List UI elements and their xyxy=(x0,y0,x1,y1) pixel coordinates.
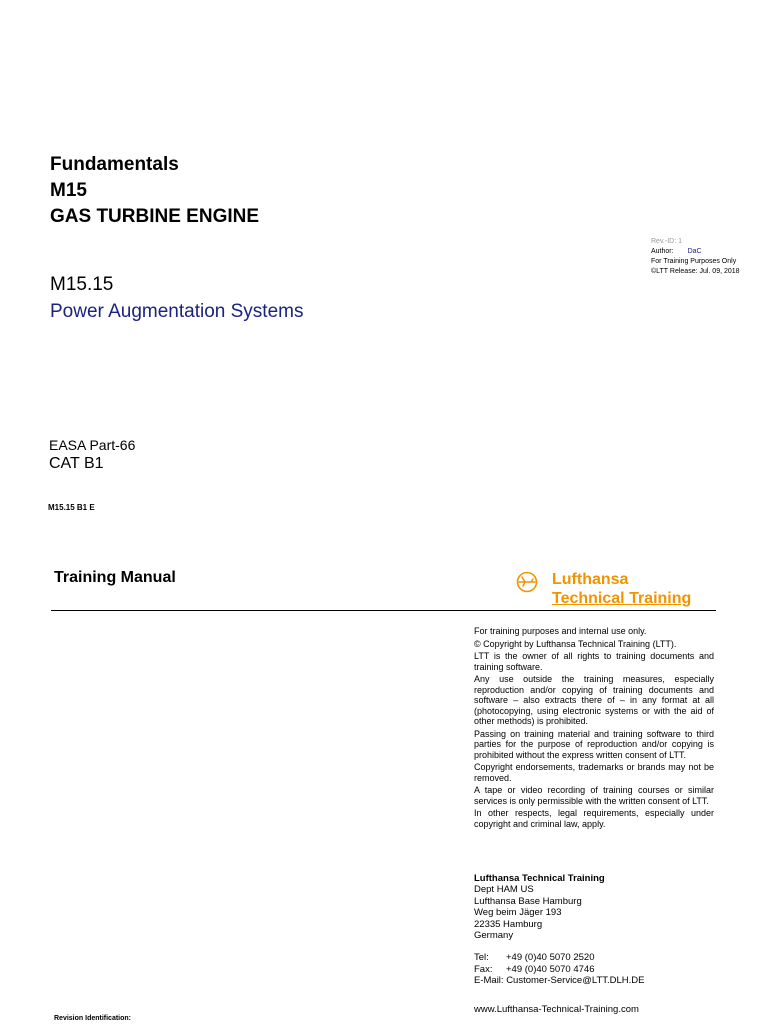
contact-block xyxy=(474,873,724,987)
legal-paragraph: LTT is the owner of all rights to training documents and training software. xyxy=(474,651,714,672)
tel-value: +49 (0)40 5070 2520 xyxy=(506,952,595,964)
release-date: ©LTT Release: Jul. 09, 2018 xyxy=(651,268,740,275)
horizontal-divider xyxy=(51,610,716,611)
brand-name-line2: Technical Training xyxy=(552,590,692,607)
crane-logo-icon xyxy=(516,571,538,593)
legal-notice xyxy=(474,626,714,831)
fax-row xyxy=(474,964,724,975)
training-purpose-note: For Training Purposes Only xyxy=(651,258,737,265)
brand-logo-text xyxy=(552,570,691,608)
submodule-number: M15.15 xyxy=(50,274,114,295)
website-link[interactable]: www.Lufthansa-Technical-Training.com xyxy=(474,1004,639,1015)
module-code: M15 xyxy=(50,180,87,201)
fax-value: +49 (0)40 5070 4746 xyxy=(506,963,595,975)
author-label: Author: xyxy=(651,248,674,255)
legal-paragraph: Any use outside the training measures, especially reproduction and/or copying of training documents and software – also extracts there of – in any format at all (photocopying, using electronic systems or with the aid of other methods) is prohibited. xyxy=(474,674,714,726)
telephone-row xyxy=(474,952,724,963)
module-title: GAS TURBINE ENGINE xyxy=(50,206,260,227)
category-label: CAT B1 xyxy=(49,455,104,472)
legal-paragraph: In other respects, legal requirements, especially under copyright and criminal law, apply. xyxy=(474,808,714,829)
fax-label: Fax: xyxy=(474,963,493,975)
address-line: Germany xyxy=(474,930,514,942)
legal-paragraph: Passing on training material and training software to third parties for the purpose of reproduction and/or copying is prohibited without the express written consent of LTT. xyxy=(474,728,714,760)
manual-title: Training Manual xyxy=(54,569,176,586)
revision-id: Rev.-ID: 1 xyxy=(651,238,682,245)
address-line: 22335 Hamburg xyxy=(474,918,543,930)
address-line: Weg beim Jäger 193 xyxy=(474,907,562,919)
address-line: Dept HAM US xyxy=(474,884,534,896)
email-line: E-Mail: Customer-Service@LTT.DLH.DE xyxy=(474,975,645,987)
company-name: Lufthansa Technical Training xyxy=(474,873,605,884)
brand-name-line1: Lufthansa xyxy=(552,571,629,588)
legal-paragraph: A tape or video recording of training courses or similar services is only permissible with the written consent of LTT. xyxy=(474,785,714,806)
legal-paragraph: Copyright endorsements, trademarks or brands may not be removed. xyxy=(474,762,714,783)
legal-paragraph: © Copyright by Lufthansa Technical Training (LTT). xyxy=(474,638,677,649)
tel-label: Tel: xyxy=(474,952,489,964)
revision-box xyxy=(651,237,761,277)
address-line: Lufthansa Base Hamburg xyxy=(474,895,582,907)
course-title: Fundamentals xyxy=(50,154,179,175)
submodule-title: Power Augmentation Systems xyxy=(50,301,304,322)
regulation-label: EASA Part-66 xyxy=(49,437,136,453)
author-row xyxy=(651,247,761,257)
document-code: M15.15 B1 E xyxy=(48,503,95,512)
author-value: DaC xyxy=(687,248,702,255)
legal-paragraph: For training purposes and internal use only. xyxy=(474,626,647,636)
revision-identification-label: Revision Identification: xyxy=(54,1015,132,1022)
